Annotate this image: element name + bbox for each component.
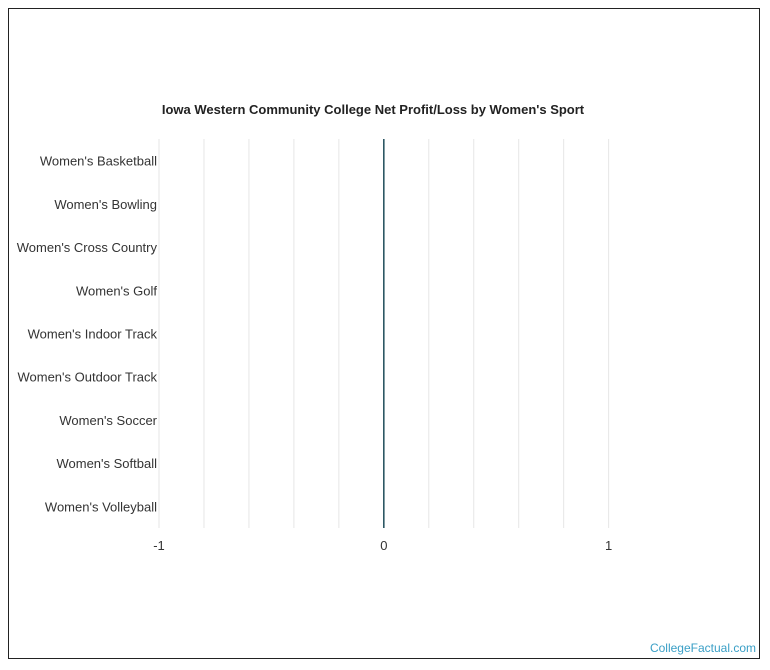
tick-label-2: 1 — [605, 538, 613, 553]
category-label-4: Women's Indoor Track — [27, 326, 157, 342]
tick-labels — [153, 538, 612, 553]
category-label-6: Women's Soccer — [59, 412, 157, 428]
chart-title: Iowa Western Community College Net Profit/Loss by Women's Sport — [161, 102, 585, 117]
watermark: CollegeFactual.com — [649, 641, 756, 655]
category-label-0: Women's Basketball — [39, 153, 157, 169]
category-labels — [17, 154, 158, 515]
category-label-2: Women's Cross Country — [16, 240, 157, 256]
category-label-3: Women's Golf — [76, 283, 157, 299]
tick-label-1: 0 — [380, 538, 388, 553]
category-label-7: Women's Softball — [56, 456, 157, 472]
category-label-1: Women's Bowling — [54, 196, 157, 212]
category-label-8: Women's Volleyball — [44, 499, 157, 515]
category-label-5: Women's Outdoor Track — [17, 369, 157, 385]
tick-label-0: -1 — [153, 538, 165, 553]
